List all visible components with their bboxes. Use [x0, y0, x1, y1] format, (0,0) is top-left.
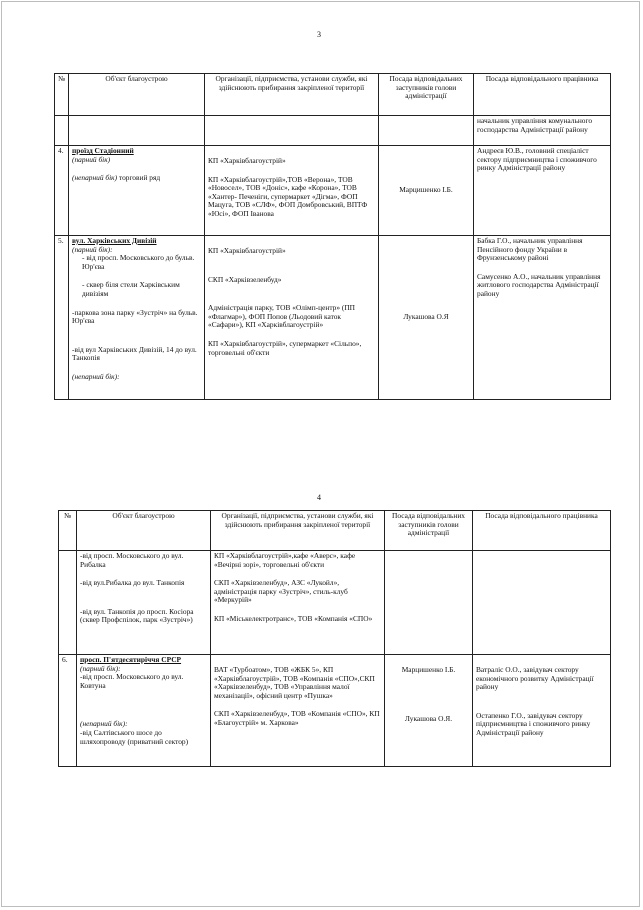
responsible-cell: Ватраліс О.О., завідувач сектору економічного розвитку Адміністрації району Остапенко Г.О., завідувач сектору підприємництва і споживчого ринку Адміністрації району: [473, 655, 611, 767]
object-cell: [69, 146, 205, 236]
organizations-cell: ВАТ «Турбоатом», ТОВ «ЖБК 5», КП «Харківблагоустрій», ТОВ «Компанія «СПО»,СКП «Харківзеленбуд», ТОВ «Управління малої механізації», офісний центр «Пушка» СКП «Харківзеленбуд», ТОВ «Компанія «СПО», КП «Благоустрій» м. Харкова»: [211, 655, 385, 767]
table-row: [55, 236, 611, 400]
table-page-4: [58, 510, 611, 767]
responsible-cell: Андреєв Ю.В., головний спеціаліст сектору підприємництва і споживчого ринку Адміністрації району: [474, 146, 611, 236]
object-cell: вул. Харківських Дивізій (парний бік): - від просп. Московського до бульв. Юр'єва - сквер біля стели Харківським дивізіям -паркова зона парку «Зустріч» на бульв. Юр'єва -від вул Харківських Дивізій, 14 до вул. Танкопія (непарний бік):: [69, 236, 205, 400]
organizations-cell: КП «Харківблагоустрій» СКП «Харківзеленбуд» Адміністрація парку, ТОВ «Олімп-центр» (ПП «Флагмар»), ФОП Попов (Льодовий каток «Сафари»), КП «Харківблагоустрій» КП «Харківблагоустрій», супермаркет «Сільпо», торговельні об'єкти: [205, 236, 379, 400]
row-number: 5.: [55, 236, 69, 400]
deputy-cell: Лукашова О.Я: [379, 236, 474, 400]
object-side: (парний бік): [72, 154, 111, 164]
deputy-cell: Марцишенко І.Б.: [379, 146, 474, 236]
row-number: 6.: [59, 655, 77, 767]
header-no: №: [55, 74, 69, 116]
table-row: [59, 551, 611, 655]
header-responsible: Посада відповідального працівника: [474, 74, 611, 116]
header-deputy: Посада відповідальних заступників голови адміністрації: [379, 74, 474, 116]
header-organizations: Організації, підприємства, установи служби, які здійснюють прибирання закріпленої території: [211, 511, 385, 551]
header-organizations: Організації, підприємства, установи служби, які здійснюють прибирання закріпленої території: [205, 74, 379, 116]
object-title: проїзд Стадіонний: [72, 146, 134, 155]
header-object: Об'єкт благоустрою: [69, 74, 205, 116]
table-header-row: [55, 74, 611, 116]
page-number: 4: [317, 493, 321, 502]
header-no: №: [59, 511, 77, 551]
table-header-row: [59, 511, 611, 551]
table-row: [55, 146, 611, 236]
organizations-cell: КП «Харківблагоустрій»,кафе «Аверс», кафе «Вечірні зорі», торговельні об'єкти СКП «Харківзеленбуд», АЗС «Лукойл», адміністрація парку «Зустріч», стиль-клуб «Меркурій» КП «Міськелектротранс», ТОВ «Компанія «СПО»: [211, 551, 385, 655]
object-cell: просп. П'ятдесятиріччя СРСР (парний бік): -від просп. Московського до вул. Ковтуна (непарний бік): -від Салтівського шосе до шляхопроводу (приватний сектор): [77, 655, 211, 767]
object-odd-side: (непарний бік) торговий ряд: [72, 173, 161, 183]
object-cell: -від просп. Московського до вул. Рибалка -від вул.Рибалка до вул. Танкопія -від вул. Танкопія до просп. Косіора (сквер Профспілок, парк «Зустріч»): [77, 551, 211, 655]
header-deputy: Посада відповідальних заступників голови адміністрації: [385, 511, 473, 551]
header-object: Об'єкт благоустрою: [77, 511, 211, 551]
responsible-cell: Бабка Г.О., начальник управління Пенсійного фонду України в Фрунзенському районі Самусенко А.О., начальник управління житлового господарства Адміністрації району: [474, 236, 611, 400]
header-responsible: Посада відповідального працівника: [473, 511, 611, 551]
organizations-cell: КП «Харківблагоустрій» КП «Харківблагоустрій»,ТОВ «Верона», ТОВ «Новосел», ТОВ «Доніс», кафе «Корона», ТОВ «Хантер- Печеніги, супермаркет «Дігма», ФОП Мацуга, ТОВ «СЛФ», ФОП Домбровський, ВПТФ «Юсі», ФОП Іванова: [205, 146, 379, 236]
table-page-3: [54, 73, 611, 400]
table-row: [55, 116, 611, 146]
table-row: [59, 655, 611, 767]
row-number: 4.: [55, 146, 69, 236]
page-number: 3: [317, 30, 321, 39]
deputy-cell: Марцишенко І.Б. Лукашова О.Я.: [385, 655, 473, 767]
responsible-cell: начальник управління комунального господарства Адміністрації району: [474, 116, 611, 146]
